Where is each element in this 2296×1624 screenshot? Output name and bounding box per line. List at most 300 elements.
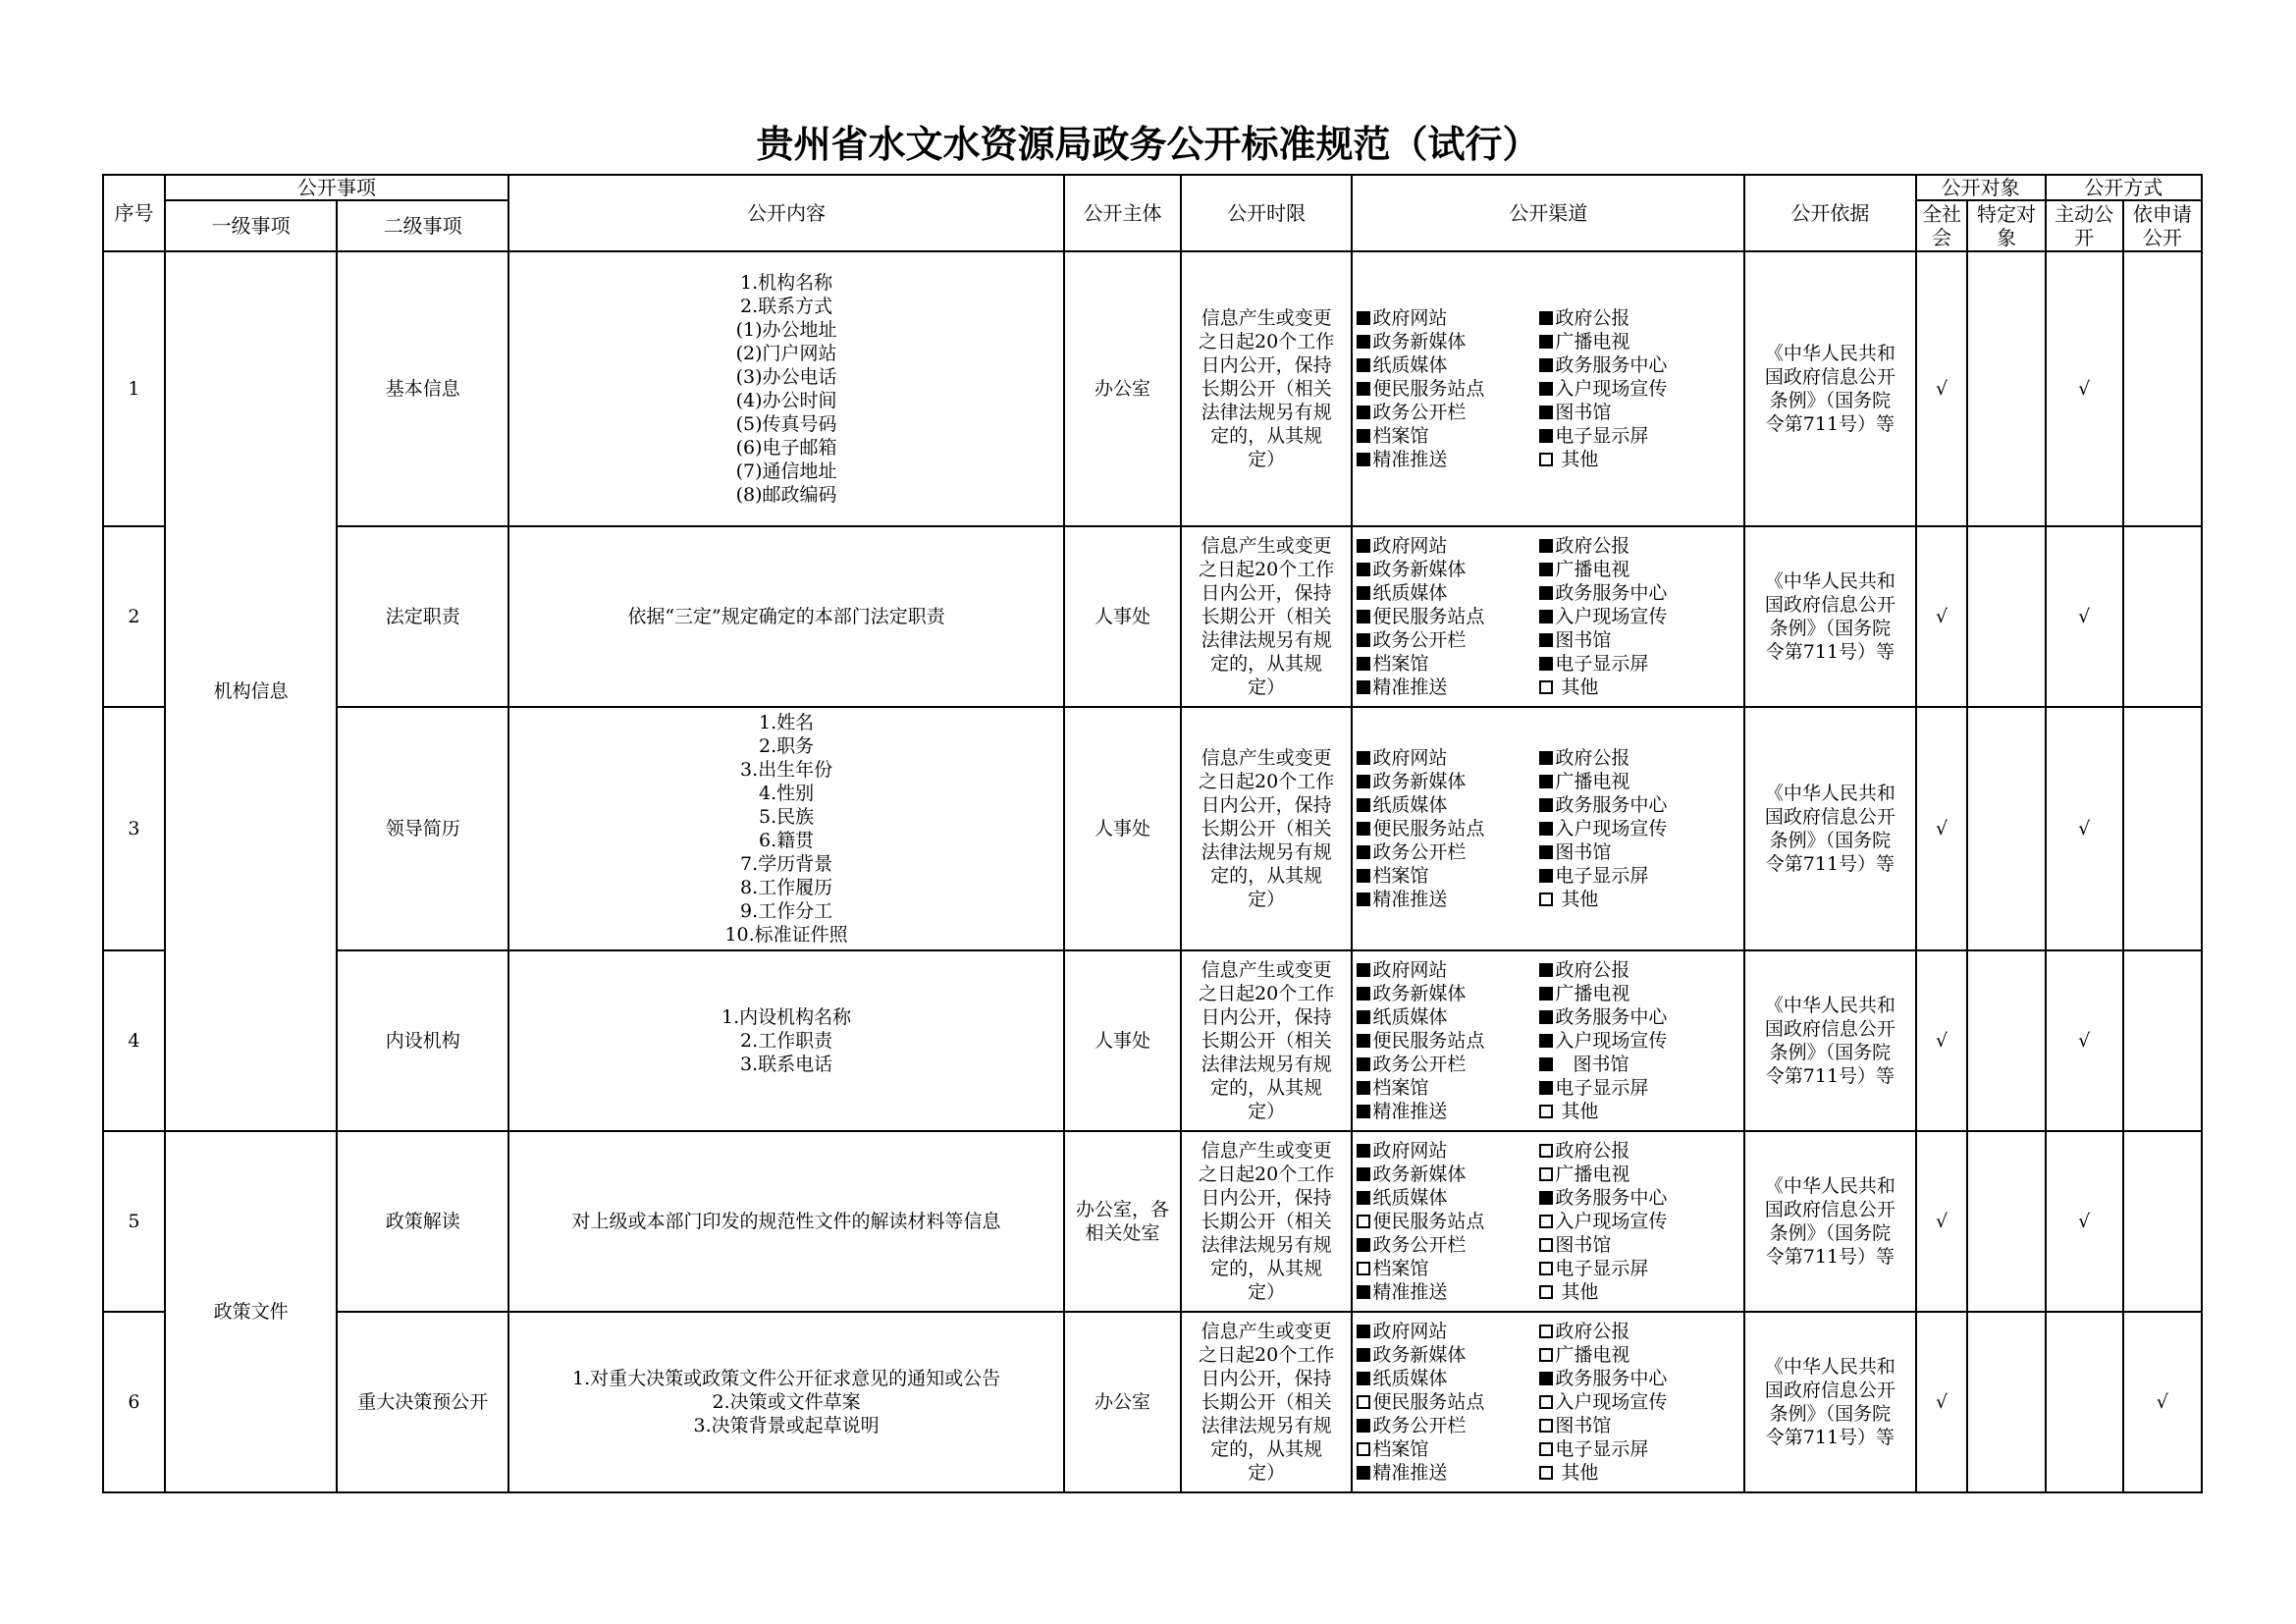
- subject-cell: 办公室，各相关处室: [1064, 1131, 1181, 1312]
- channel-item: [1539, 424, 1726, 448]
- header-method-request: 依申请公开: [2123, 200, 2202, 251]
- channel-label: 电子显示屏: [1555, 1258, 1649, 1279]
- channel-label: 政府公报: [1555, 747, 1630, 769]
- channel-item: [1357, 1343, 1539, 1367]
- channel-label: 图书馆: [1555, 841, 1612, 863]
- channel-item: [1357, 1390, 1539, 1414]
- unchecked-box-icon: [1539, 680, 1553, 694]
- content-line: (6)电子邮箱: [735, 437, 837, 459]
- row-seq: 5: [103, 1131, 165, 1312]
- channel-label: 档案馆: [1372, 1077, 1429, 1099]
- checked-box-icon: [1539, 429, 1553, 443]
- table-row: [103, 1312, 2202, 1492]
- timing-line: 日内公开，保持: [1201, 1006, 1332, 1028]
- timing-line: 日内公开，保持: [1201, 794, 1332, 816]
- channel-label: 档案馆: [1372, 1258, 1429, 1279]
- checked-box-icon: [1357, 1144, 1370, 1158]
- content-cell: [508, 526, 1064, 707]
- level2-item: 政策解读: [337, 1131, 508, 1312]
- timing-line: 日内公开，保持: [1201, 1187, 1332, 1209]
- header-basis: 公开依据: [1744, 175, 1916, 251]
- channel-label: 入户现场宣传: [1555, 1211, 1668, 1232]
- row-seq: 2: [103, 526, 165, 707]
- timing-line: 长期公开（相关: [1201, 818, 1332, 839]
- channel-item: [1539, 793, 1726, 817]
- disclosure-standard-table: [102, 174, 2203, 1493]
- channel-label: 政务新媒体: [1372, 1164, 1467, 1185]
- content-cell: [508, 1312, 1064, 1492]
- timing-line: 长期公开（相关: [1201, 1030, 1332, 1052]
- timing-line: 定）: [1248, 1101, 1286, 1122]
- basis-line: 国政府信息公开: [1764, 366, 1896, 388]
- basis-line: 令第711号）等: [1765, 1246, 1896, 1268]
- timing-line: 信息产生或变更: [1201, 959, 1332, 981]
- mark-specific: [1967, 950, 2045, 1131]
- checked-box-icon: [1357, 563, 1370, 576]
- channel-label: 精准推送: [1372, 677, 1448, 698]
- level1-item: 政策文件: [165, 1131, 338, 1492]
- checked-box-icon: [1357, 1081, 1370, 1095]
- basis-line: 条例》（国务院: [1769, 618, 1892, 639]
- checked-box-icon: [1357, 987, 1370, 1001]
- channel-list: [1353, 534, 1743, 699]
- content-cell: [508, 950, 1064, 1131]
- basis-line: 国政府信息公开: [1764, 1380, 1896, 1401]
- channel-item: [1539, 1139, 1726, 1163]
- channel-item: [1357, 1139, 1539, 1163]
- checked-box-icon: [1539, 539, 1553, 553]
- channel-item: [1539, 1005, 1726, 1029]
- channel-label: 政务服务中心: [1555, 1006, 1668, 1028]
- channel-item: [1357, 581, 1539, 605]
- channels-cell: [1352, 251, 1744, 526]
- header-channels: 公开渠道: [1352, 175, 1744, 251]
- channel-label: 政务新媒体: [1372, 771, 1467, 792]
- subject-cell: 办公室: [1064, 251, 1181, 526]
- basis-line: 《中华人民共和: [1764, 343, 1896, 364]
- checked-box-icon: [1357, 1191, 1370, 1205]
- content-line: 依据“三定”规定确定的本部门法定职责: [627, 606, 945, 627]
- mark-on-request: [2123, 707, 2202, 950]
- content-line: 9.工作分工: [739, 900, 833, 922]
- timing-line: 法律法规另有规: [1201, 1234, 1332, 1256]
- unchecked-box-icon: [1539, 1144, 1553, 1158]
- channel-item: [1539, 1390, 1726, 1414]
- basis-line: 令第711号）等: [1765, 641, 1896, 663]
- channel-label: 政务公开栏: [1372, 629, 1467, 651]
- subject-cell: 人事处: [1064, 950, 1181, 1131]
- content-line: (2)门户网站: [735, 343, 837, 364]
- timing-line: 信息产生或变更: [1201, 1140, 1332, 1162]
- channel-item: [1357, 534, 1539, 558]
- timing-line: 之日起20个工作: [1199, 559, 1335, 580]
- channel-item: [1357, 558, 1539, 581]
- checked-box-icon: [1357, 963, 1370, 977]
- channel-item: [1539, 448, 1726, 471]
- level1-item: 机构信息: [165, 251, 338, 1131]
- channel-label: 电子显示屏: [1555, 653, 1649, 675]
- content-line: 1.内设机构名称: [721, 1006, 852, 1028]
- checked-box-icon: [1539, 751, 1553, 765]
- channel-list: [1353, 1320, 1743, 1485]
- timing-line: 定的，从其规: [1210, 653, 1323, 675]
- unchecked-box-icon: [1539, 1285, 1553, 1299]
- mark-on-request: [2123, 950, 2202, 1131]
- timing-line: 定）: [1248, 1462, 1286, 1484]
- channel-label: 精准推送: [1372, 889, 1448, 910]
- checked-box-icon: [1539, 822, 1553, 836]
- mark-all-society: √: [1916, 1131, 1968, 1312]
- channel-item: [1539, 330, 1726, 353]
- channels-cell: [1352, 950, 1744, 1131]
- channel-label: 政务服务中心: [1555, 1187, 1668, 1209]
- checked-box-icon: [1539, 382, 1553, 396]
- content-line: (4)办公时间: [735, 390, 837, 411]
- basis-line: 《中华人民共和: [1764, 995, 1896, 1016]
- header-audience-specific: 特定对象: [1967, 200, 2045, 251]
- content-line: 2.职务: [758, 735, 815, 757]
- timing-line: 法律法规另有规: [1201, 1415, 1332, 1436]
- basis-line: 《中华人民共和: [1764, 1356, 1896, 1378]
- content-line: 10.标准证件照: [724, 924, 848, 946]
- channel-item: [1357, 888, 1539, 911]
- checked-box-icon: [1357, 845, 1370, 859]
- channel-label: 电子显示屏: [1555, 425, 1649, 447]
- mark-active: √: [2046, 526, 2123, 707]
- channel-label: 其他: [1555, 1101, 1599, 1122]
- channel-item: [1539, 306, 1726, 330]
- basis-line: 国政府信息公开: [1764, 1018, 1896, 1040]
- checked-box-icon: [1539, 869, 1553, 883]
- channel-label: 政府网站: [1372, 535, 1448, 557]
- channel-label: 政府网站: [1372, 307, 1448, 329]
- channel-label: 图书馆: [1555, 1054, 1629, 1075]
- checked-box-icon: [1539, 963, 1553, 977]
- basis-cell: [1744, 251, 1916, 526]
- unchecked-box-icon: [1357, 1442, 1370, 1456]
- content-cell: [508, 707, 1064, 950]
- table-body: [103, 251, 2202, 1492]
- checked-box-icon: [1357, 335, 1370, 349]
- channel-item: [1539, 1163, 1726, 1186]
- channel-label: 精准推送: [1372, 1462, 1448, 1484]
- checked-box-icon: [1357, 1466, 1370, 1480]
- channel-item: [1357, 817, 1539, 840]
- channel-label: 广播电视: [1555, 983, 1630, 1004]
- checked-box-icon: [1539, 1191, 1553, 1205]
- content-line: 3.出生年份: [739, 759, 833, 781]
- content-line: 2.工作职责: [739, 1030, 833, 1052]
- channel-label: 其他: [1555, 1462, 1599, 1484]
- channel-item: [1357, 605, 1539, 628]
- channel-label: 便民服务站点: [1372, 606, 1485, 627]
- content-line: 3.联系电话: [739, 1054, 833, 1075]
- channel-label: 其他: [1555, 449, 1599, 470]
- checked-box-icon: [1357, 893, 1370, 906]
- basis-line: 条例》（国务院: [1769, 390, 1892, 411]
- channel-item: [1539, 652, 1726, 676]
- unchecked-box-icon: [1539, 1419, 1553, 1433]
- channel-label: 入户现场宣传: [1555, 378, 1668, 400]
- channel-item: [1539, 1280, 1726, 1304]
- checked-box-icon: [1539, 775, 1553, 788]
- content-line: 8.工作履历: [739, 877, 833, 898]
- channel-label: 档案馆: [1372, 865, 1429, 887]
- checked-box-icon: [1539, 563, 1553, 576]
- header-timing: 公开时限: [1181, 175, 1353, 251]
- mark-on-request: √: [2123, 1312, 2202, 1492]
- checked-box-icon: [1539, 358, 1553, 372]
- channel-label: 政务新媒体: [1372, 983, 1467, 1004]
- unchecked-box-icon: [1539, 893, 1553, 906]
- timing-line: 法律法规另有规: [1201, 402, 1332, 423]
- timing-line: 日内公开，保持: [1201, 582, 1332, 604]
- channels-cell: [1352, 707, 1744, 950]
- channel-label: 纸质媒体: [1372, 1187, 1448, 1209]
- timing-line: 信息产生或变更: [1201, 747, 1332, 769]
- mark-active: √: [2046, 707, 2123, 950]
- checked-box-icon: [1539, 610, 1553, 623]
- channel-item: [1539, 888, 1726, 911]
- channel-item: [1539, 377, 1726, 401]
- header-content: 公开内容: [508, 175, 1064, 251]
- checked-box-icon: [1539, 633, 1553, 647]
- channel-item: [1539, 1320, 1726, 1343]
- basis-cell: [1744, 526, 1916, 707]
- unchecked-box-icon: [1539, 1325, 1553, 1338]
- timing-line: 定的，从其规: [1210, 865, 1323, 887]
- channel-label: 政务新媒体: [1372, 1344, 1467, 1366]
- timing-line: 之日起20个工作: [1199, 1344, 1335, 1366]
- timing-line: 法律法规另有规: [1201, 841, 1332, 863]
- checked-box-icon: [1357, 539, 1370, 553]
- channel-list: [1353, 1139, 1743, 1304]
- channels-cell: [1352, 1312, 1744, 1492]
- unchecked-box-icon: [1539, 1262, 1553, 1275]
- channel-item: [1539, 401, 1726, 424]
- checked-box-icon: [1357, 1238, 1370, 1252]
- channel-label: 纸质媒体: [1372, 1006, 1448, 1028]
- checked-box-icon: [1357, 406, 1370, 419]
- channel-item: [1357, 628, 1539, 652]
- basis-line: 令第711号）等: [1765, 413, 1896, 435]
- channel-item: [1539, 581, 1726, 605]
- checked-box-icon: [1539, 311, 1553, 325]
- channel-label: 入户现场宣传: [1555, 606, 1668, 627]
- subject-cell: 人事处: [1064, 707, 1181, 950]
- mark-on-request: [2123, 526, 2202, 707]
- mark-all-society: √: [1916, 950, 1968, 1131]
- checked-box-icon: [1357, 453, 1370, 466]
- level2-item: 法定职责: [337, 526, 508, 707]
- channel-label: 政府公报: [1555, 959, 1630, 981]
- channel-item: [1539, 1076, 1726, 1100]
- mark-on-request: [2123, 251, 2202, 526]
- basis-line: 《中华人民共和: [1764, 783, 1896, 804]
- timing-cell: [1181, 1312, 1353, 1492]
- timing-line: 日内公开，保持: [1201, 354, 1332, 376]
- content-line: 2.联系方式: [739, 296, 833, 317]
- channel-item: [1357, 306, 1539, 330]
- checked-box-icon: [1357, 657, 1370, 671]
- channel-list: [1353, 746, 1743, 911]
- channel-item: [1539, 746, 1726, 770]
- channel-item: [1357, 377, 1539, 401]
- channel-label: 政务服务中心: [1555, 794, 1668, 816]
- row-seq: 4: [103, 950, 165, 1131]
- channel-label: 便民服务站点: [1372, 1211, 1485, 1232]
- channel-item: [1539, 605, 1726, 628]
- timing-line: 之日起20个工作: [1199, 771, 1335, 792]
- timing-line: 之日起20个工作: [1199, 983, 1335, 1004]
- content-line: 2.决策或文件草案: [712, 1391, 861, 1413]
- level2-item: 领导简历: [337, 707, 508, 950]
- checked-box-icon: [1357, 1285, 1370, 1299]
- unchecked-box-icon: [1539, 1466, 1553, 1480]
- unchecked-box-icon: [1539, 1348, 1553, 1362]
- table-row: [103, 950, 2202, 1131]
- channel-item: [1357, 1076, 1539, 1100]
- checked-box-icon: [1539, 845, 1553, 859]
- unchecked-box-icon: [1539, 1238, 1553, 1252]
- channel-label: 政府网站: [1372, 747, 1448, 769]
- content-line: 1.机构名称: [739, 272, 833, 294]
- unchecked-box-icon: [1357, 1262, 1370, 1275]
- content-line: 4.性别: [758, 783, 815, 804]
- channel-list: [1353, 306, 1743, 471]
- checked-box-icon: [1539, 1034, 1553, 1048]
- channel-item: [1357, 1461, 1539, 1485]
- unchecked-box-icon: [1357, 1395, 1370, 1409]
- channel-item: [1539, 1414, 1726, 1437]
- basis-line: 《中华人民共和: [1764, 1175, 1896, 1197]
- checked-box-icon: [1539, 1372, 1553, 1385]
- channel-label: 广播电视: [1555, 559, 1630, 580]
- checked-box-icon: [1539, 987, 1553, 1001]
- table-row: [103, 707, 2202, 950]
- channel-item: [1539, 982, 1726, 1005]
- channel-item: [1357, 1163, 1539, 1186]
- channel-item: [1539, 1437, 1726, 1461]
- checked-box-icon: [1357, 382, 1370, 396]
- channel-item: [1539, 1029, 1726, 1053]
- channel-item: [1539, 1461, 1726, 1485]
- channel-item: [1357, 864, 1539, 888]
- channel-label: 入户现场宣传: [1555, 1030, 1668, 1052]
- channel-label: 其他: [1555, 1281, 1599, 1303]
- mark-on-request: [2123, 1131, 2202, 1312]
- channel-item: [1539, 558, 1726, 581]
- timing-line: 法律法规另有规: [1201, 629, 1332, 651]
- channel-item: [1539, 1053, 1726, 1076]
- timing-line: 长期公开（相关: [1201, 1211, 1332, 1232]
- channel-item: [1357, 1437, 1539, 1461]
- checked-box-icon: [1539, 335, 1553, 349]
- channel-label: 电子显示屏: [1555, 1438, 1649, 1460]
- channel-label: 政府公报: [1555, 1321, 1630, 1342]
- channel-item: [1539, 1100, 1726, 1123]
- channel-label: 政务服务中心: [1555, 1368, 1668, 1389]
- checked-box-icon: [1357, 869, 1370, 883]
- mark-specific: [1967, 251, 2045, 526]
- basis-line: 条例》（国务院: [1769, 1222, 1892, 1244]
- header-method-group: 公开方式: [2046, 175, 2202, 200]
- header-audience-group: 公开对象: [1916, 175, 2046, 200]
- mark-active: √: [2046, 251, 2123, 526]
- checked-box-icon: [1357, 1167, 1370, 1181]
- unchecked-box-icon: [1539, 1105, 1553, 1118]
- table-row: [103, 526, 2202, 707]
- channel-label: 政务服务中心: [1555, 582, 1668, 604]
- channel-label: 精准推送: [1372, 1101, 1448, 1122]
- checked-box-icon: [1357, 1010, 1370, 1024]
- content-line: 3.决策背景或起草说明: [693, 1415, 880, 1436]
- checked-box-icon: [1357, 610, 1370, 623]
- mark-all-society: √: [1916, 526, 1968, 707]
- channel-item: [1357, 424, 1539, 448]
- mark-active: [2046, 1312, 2123, 1492]
- timing-line: 定）: [1248, 889, 1286, 910]
- header-level1: 一级事项: [165, 200, 338, 251]
- timing-line: 之日起20个工作: [1199, 1164, 1335, 1185]
- channel-label: 纸质媒体: [1372, 354, 1448, 376]
- mark-all-society: √: [1916, 251, 1968, 526]
- document-title: 贵州省水文水资源局政务公开标准规范（试行）: [756, 123, 1540, 166]
- content-line: 1.对重大决策或政策文件公开征求意见的通知或公告: [571, 1368, 1001, 1389]
- mark-specific: [1967, 707, 2045, 950]
- channel-label: 档案馆: [1372, 653, 1429, 675]
- checked-box-icon: [1357, 775, 1370, 788]
- channel-item: [1357, 1029, 1539, 1053]
- mark-specific: [1967, 1131, 2045, 1312]
- channel-label: 纸质媒体: [1372, 582, 1448, 604]
- basis-line: 国政府信息公开: [1764, 594, 1896, 616]
- channel-item: [1357, 982, 1539, 1005]
- checked-box-icon: [1357, 1105, 1370, 1118]
- basis-cell: [1744, 1131, 1916, 1312]
- channel-label: 档案馆: [1372, 1438, 1429, 1460]
- basis-line: 国政府信息公开: [1764, 1199, 1896, 1220]
- timing-line: 法律法规另有规: [1201, 1054, 1332, 1075]
- channel-item: [1357, 1257, 1539, 1280]
- channel-label: 政务公开栏: [1372, 1234, 1467, 1256]
- mark-all-society: √: [1916, 707, 1968, 950]
- checked-box-icon: [1357, 429, 1370, 443]
- channel-item: [1539, 534, 1726, 558]
- content-line: (7)通信地址: [735, 460, 837, 482]
- timing-cell: [1181, 1131, 1353, 1312]
- basis-line: 《中华人民共和: [1764, 570, 1896, 592]
- channel-list: [1353, 958, 1743, 1123]
- timing-line: 长期公开（相关: [1201, 378, 1332, 400]
- header-subject: 公开主体: [1064, 175, 1181, 251]
- channel-item: [1539, 628, 1726, 652]
- checked-box-icon: [1357, 1348, 1370, 1362]
- channel-label: 图书馆: [1555, 1234, 1612, 1256]
- channel-label: 广播电视: [1555, 1344, 1630, 1366]
- channel-item: [1357, 793, 1539, 817]
- channel-label: 其他: [1555, 889, 1599, 910]
- channel-item: [1539, 958, 1726, 982]
- header-audience-all: 全社会: [1916, 200, 1968, 251]
- channel-item: [1539, 1367, 1726, 1390]
- checked-box-icon: [1539, 1057, 1553, 1071]
- channel-item: [1357, 1005, 1539, 1029]
- checked-box-icon: [1357, 1419, 1370, 1433]
- channel-label: 政府网站: [1372, 1140, 1448, 1162]
- basis-line: 条例》（国务院: [1769, 830, 1892, 851]
- basis-line: 令第711号）等: [1765, 1065, 1896, 1087]
